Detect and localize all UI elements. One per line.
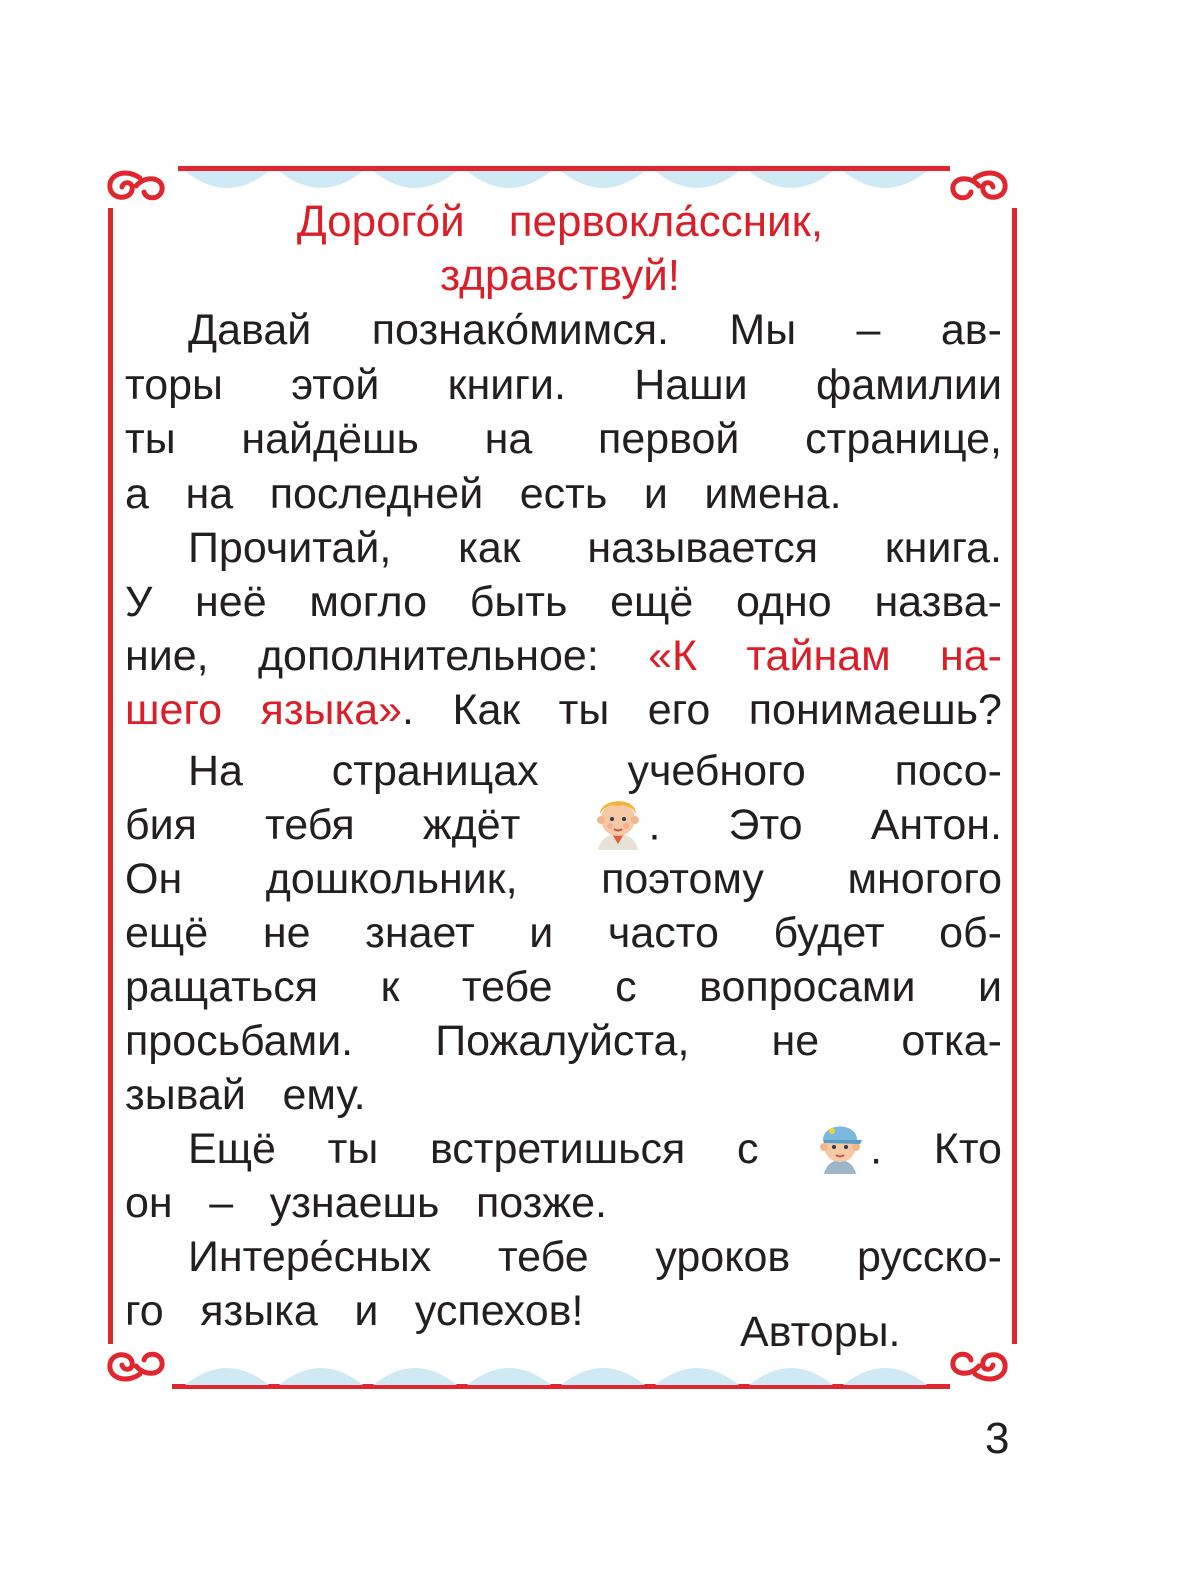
word: Он	[125, 855, 183, 903]
word: и	[643, 470, 668, 518]
text-line	[188, 1122, 1002, 1176]
word: Давай	[188, 306, 312, 354]
word: фамилии	[815, 361, 1002, 409]
word: учебного	[627, 747, 806, 795]
word: Это	[728, 801, 803, 849]
word: и	[529, 909, 554, 957]
word: просьбами.	[125, 1017, 354, 1065]
text-line	[125, 798, 1002, 852]
punctuation: .	[870, 1125, 883, 1174]
word: могло	[309, 578, 428, 626]
title-word: первокла́ссник,	[508, 197, 824, 246]
word: поэтому	[601, 855, 764, 903]
word: понимаешь?	[748, 686, 1002, 734]
word: одно	[736, 578, 832, 626]
text-line	[188, 521, 1002, 575]
word: Как	[452, 686, 521, 734]
word: Мы	[729, 306, 797, 354]
word: Наши	[634, 361, 748, 409]
word: узнаешь	[269, 1179, 440, 1227]
word: как	[458, 524, 521, 572]
text-line	[125, 1014, 1002, 1068]
word: вопросами	[699, 963, 916, 1011]
word: первой	[598, 415, 740, 463]
book-subtitle-word: языка»	[260, 686, 403, 734]
word: на	[484, 415, 533, 463]
text-line	[188, 744, 1002, 798]
word: тебе	[497, 1233, 589, 1281]
punctuation: .	[648, 801, 661, 850]
word: ждёт	[422, 801, 521, 849]
word: ние,	[125, 632, 209, 680]
punctuation: .	[402, 686, 414, 734]
word: Интере́сных	[188, 1233, 432, 1281]
book-subtitle-word: шего	[125, 686, 223, 734]
word: его	[647, 686, 711, 734]
word: многого	[847, 855, 1002, 903]
word: странице,	[805, 415, 1002, 463]
word: а	[125, 470, 149, 518]
curl-ornament-icon	[100, 1342, 170, 1392]
word: Кто	[933, 1125, 1002, 1173]
word: ещё	[125, 909, 209, 957]
word: на	[185, 470, 234, 518]
text-line	[125, 960, 1002, 1014]
title-word: Дорого́й	[296, 197, 465, 246]
word: тебе	[461, 963, 553, 1011]
word: он	[125, 1179, 173, 1227]
text-line	[125, 1068, 1002, 1122]
word: На	[188, 747, 243, 795]
book-subtitle-word: «К	[648, 632, 698, 680]
word: ты	[327, 1125, 379, 1173]
word: У	[125, 578, 153, 626]
word: книги.	[447, 361, 566, 409]
text-line	[125, 683, 1002, 737]
word: ты	[125, 415, 176, 463]
page-title-greeting: здравствуй!	[439, 251, 681, 300]
book-subtitle-word: на-	[940, 632, 1002, 680]
word: последней	[269, 470, 484, 518]
word: ав-	[940, 306, 1002, 354]
word: страницах	[331, 747, 539, 795]
curl-ornament-icon	[945, 1342, 1015, 1392]
word: не	[262, 909, 311, 957]
text-line	[125, 575, 1002, 629]
word: –	[856, 306, 881, 354]
signature: Авторы.	[740, 1308, 901, 1356]
word: этой	[291, 361, 380, 409]
text-line	[125, 358, 1002, 412]
word: уроков	[655, 1233, 791, 1281]
word: знает	[365, 909, 475, 957]
scallop-border-bottom	[175, 1355, 953, 1385]
word: зывай	[125, 1071, 246, 1119]
word: к	[380, 963, 400, 1011]
word: и	[977, 963, 1002, 1011]
word: имена.	[704, 470, 842, 518]
word: Прочитай,	[188, 524, 392, 572]
word: языка	[200, 1287, 318, 1335]
word: тебя	[265, 801, 355, 849]
word: об-	[939, 909, 1002, 957]
word: Пожалуйста,	[435, 1017, 690, 1065]
word: го	[125, 1287, 164, 1335]
word: бия	[125, 801, 197, 849]
word: ращаться	[125, 963, 319, 1011]
word: –	[209, 1179, 234, 1227]
word: неё	[195, 578, 267, 626]
word: с	[615, 963, 637, 1011]
frame-right-border	[1012, 208, 1017, 1344]
text-line	[188, 1230, 1002, 1284]
text-line	[125, 467, 1002, 521]
word: ещё	[610, 578, 694, 626]
word: отка-	[901, 1017, 1002, 1065]
word: позже.	[475, 1179, 607, 1227]
anton-avatar-icon	[588, 792, 648, 852]
word: Ещё	[188, 1125, 276, 1173]
frame-left-border	[108, 208, 113, 1344]
word: ему.	[282, 1071, 366, 1119]
text-line	[125, 906, 1002, 960]
word: найдёшь	[241, 415, 419, 463]
word: часто	[607, 909, 719, 957]
word: успехов!	[414, 1287, 584, 1335]
text-line	[125, 412, 1002, 466]
word: есть	[519, 470, 608, 518]
word: с	[736, 1125, 759, 1173]
text-line	[125, 629, 1002, 683]
book-subtitle-word: тайнам	[746, 632, 891, 680]
word: и	[354, 1287, 379, 1335]
page-title	[130, 196, 990, 248]
word: дошкольник,	[265, 855, 518, 903]
word: книга.	[884, 524, 1002, 572]
word: посо-	[894, 747, 1002, 795]
word: познако́мимся.	[371, 306, 669, 354]
text-line	[188, 303, 1002, 357]
word: не	[771, 1017, 820, 1065]
word: быть	[469, 578, 568, 626]
boy-in-cap-avatar-icon	[810, 1116, 870, 1176]
word: русско-	[856, 1233, 1002, 1281]
text-line	[125, 1176, 1002, 1230]
page-number: 3	[985, 1414, 1010, 1463]
word: ты	[558, 686, 610, 734]
word: будет	[773, 909, 885, 957]
text-line	[125, 852, 1002, 906]
word: дополнительное:	[257, 632, 599, 680]
word: Антон.	[870, 801, 1002, 849]
word: назва-	[874, 578, 1002, 626]
word: торы	[125, 361, 223, 409]
word: называется	[587, 524, 818, 572]
word: встретишься	[429, 1125, 686, 1173]
